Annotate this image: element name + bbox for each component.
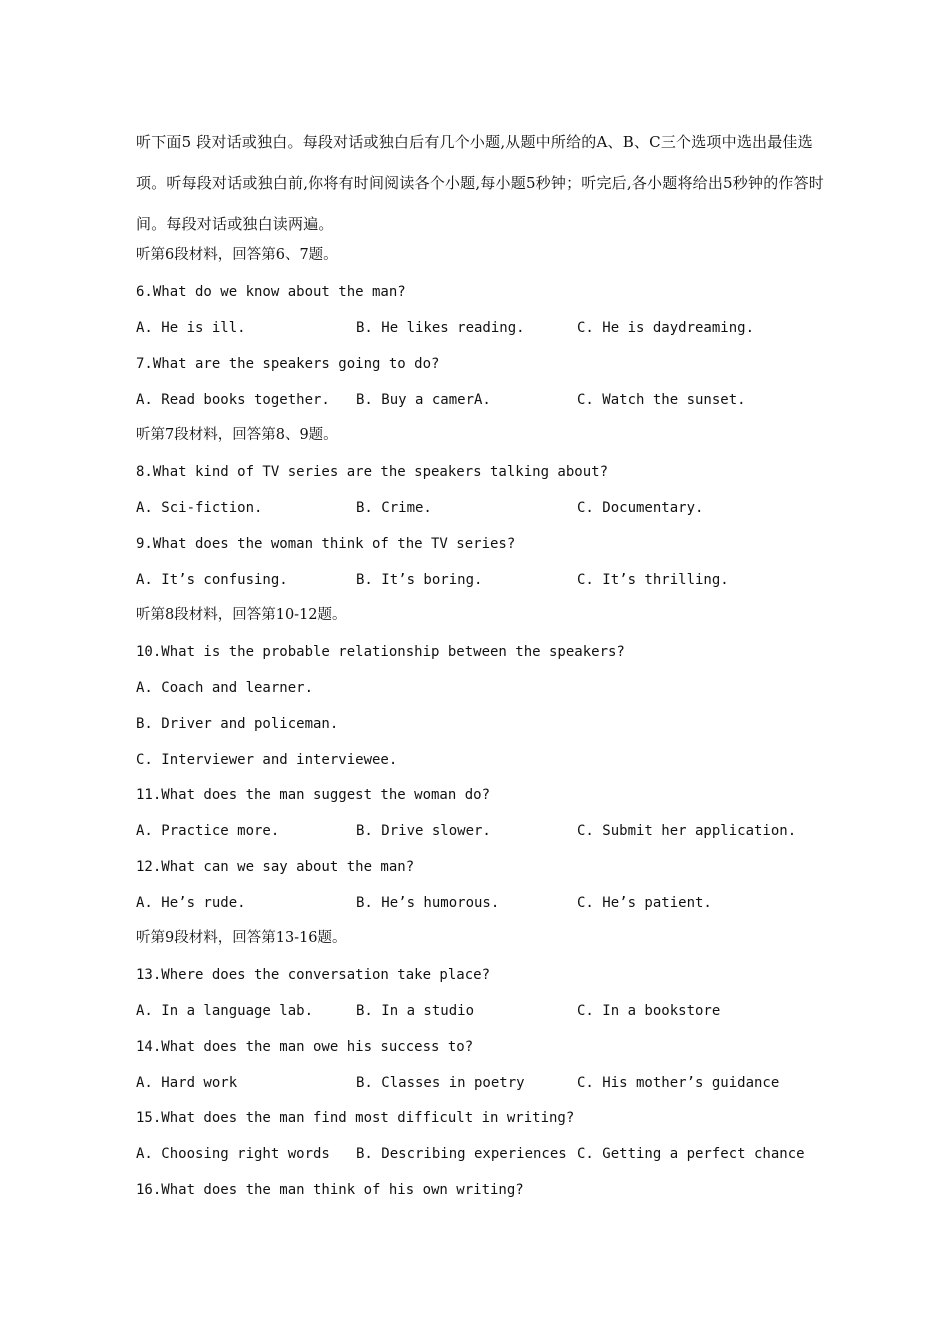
question-6-option-b: B. He likes reading. — [356, 320, 525, 336]
question-13-option-b: B. In a studio — [356, 1003, 475, 1019]
question-16-stem: 16.What does the man think of his own writing? — [136, 1182, 524, 1198]
question-6-option-a: A. He is ill. — [136, 320, 246, 336]
question-8-stem: 8.What kind of TV series are the speakers talking about? — [136, 464, 609, 480]
question-13-option-c: C. In a bookstore — [577, 1003, 721, 1019]
section-heading-6: 听第6段材料，回答第6、7题。 — [136, 247, 338, 263]
question-7-option-c: C. Watch the sunset. — [577, 392, 746, 408]
question-12-option-a: A. He’s rude. — [136, 895, 246, 911]
question-9-option-c: C. It’s thrilling. — [577, 572, 729, 588]
question-12-option-b: B. He’s humorous. — [356, 895, 500, 911]
question-11-stem: 11.What does the man suggest the woman do? — [136, 787, 491, 803]
question-13-options — [136, 999, 826, 1023]
question-8-option-b: B. Crime. — [356, 500, 432, 516]
question-13-stem: 13.Where does the conversation take place? — [136, 967, 491, 983]
question-9-option-b: B. It’s boring. — [356, 572, 483, 588]
question-9-option-a: A. It’s confusing. — [136, 572, 288, 588]
section-heading-9: 听第9段材料，回答第13-16题。 — [136, 930, 347, 946]
question-7-stem: 7.What are the speakers going to do? — [136, 356, 440, 372]
question-15-options — [136, 1142, 826, 1166]
question-7-options — [136, 388, 826, 412]
instructions-paragraph: 听下面5 段对话或独白。每段对话或独白后有几个小题,从题中所给的A、B、C三个选项中选出最佳选项。听每段对话或独白前,你将有时间阅读各个小题,每小题5秒钟；听完后,各小题将给出5秒钟的作答时间。每段对话或独白读两遍。 — [136, 133, 824, 233]
section-heading-8: 听第8段材料，回答第10-12题。 — [136, 607, 347, 623]
question-15-stem: 15.What does the man find most difficult in writing? — [136, 1110, 575, 1126]
question-14-options — [136, 1071, 826, 1095]
question-8-option-c: C. Documentary. — [577, 500, 704, 516]
question-8-option-a: A. Sci-fiction. — [136, 500, 263, 516]
question-11-option-c: C. Submit her application. — [577, 823, 797, 839]
question-10-option-c: C. Interviewer and interviewee. — [136, 752, 398, 768]
question-11-option-b: B. Drive slower. — [356, 823, 491, 839]
question-10-stem: 10.What is the probable relationship between the speakers? — [136, 644, 625, 660]
question-15-option-c: C. Getting a perfect chance — [577, 1146, 805, 1162]
question-6-option-c: C. He is daydreaming. — [577, 320, 755, 336]
question-7-option-b: B. Buy a camerA. — [356, 392, 491, 408]
question-14-option-c: C. His mother’s guidance — [577, 1075, 780, 1091]
question-12-stem: 12.What can we say about the man? — [136, 859, 415, 875]
question-15-option-a: A. Choosing right words — [136, 1146, 330, 1162]
question-12-options — [136, 891, 826, 915]
question-10-option-b: B. Driver and policeman. — [136, 716, 339, 732]
question-9-stem: 9.What does the woman think of the TV series? — [136, 536, 516, 552]
question-14-stem: 14.What does the man owe his success to? — [136, 1039, 474, 1055]
question-14-option-b: B. Classes in poetry — [356, 1075, 525, 1091]
question-15-option-b: B. Describing experiences — [356, 1146, 567, 1162]
question-7-option-a: A. Read books together. — [136, 392, 330, 408]
question-13-option-a: A. In a language lab. — [136, 1003, 314, 1019]
question-10-option-a: A. Coach and learner. — [136, 680, 314, 696]
question-11-options — [136, 819, 826, 843]
question-6-options — [136, 316, 826, 340]
question-12-option-c: C. He’s patient. — [577, 895, 712, 911]
question-11-option-a: A. Practice more. — [136, 823, 280, 839]
question-6-stem: 6.What do we know about the man? — [136, 284, 406, 300]
question-14-option-a: A. Hard work — [136, 1075, 238, 1091]
question-9-options — [136, 568, 826, 592]
question-8-options — [136, 496, 826, 520]
section-heading-7: 听第7段材料，回答第8、9题。 — [136, 427, 338, 443]
